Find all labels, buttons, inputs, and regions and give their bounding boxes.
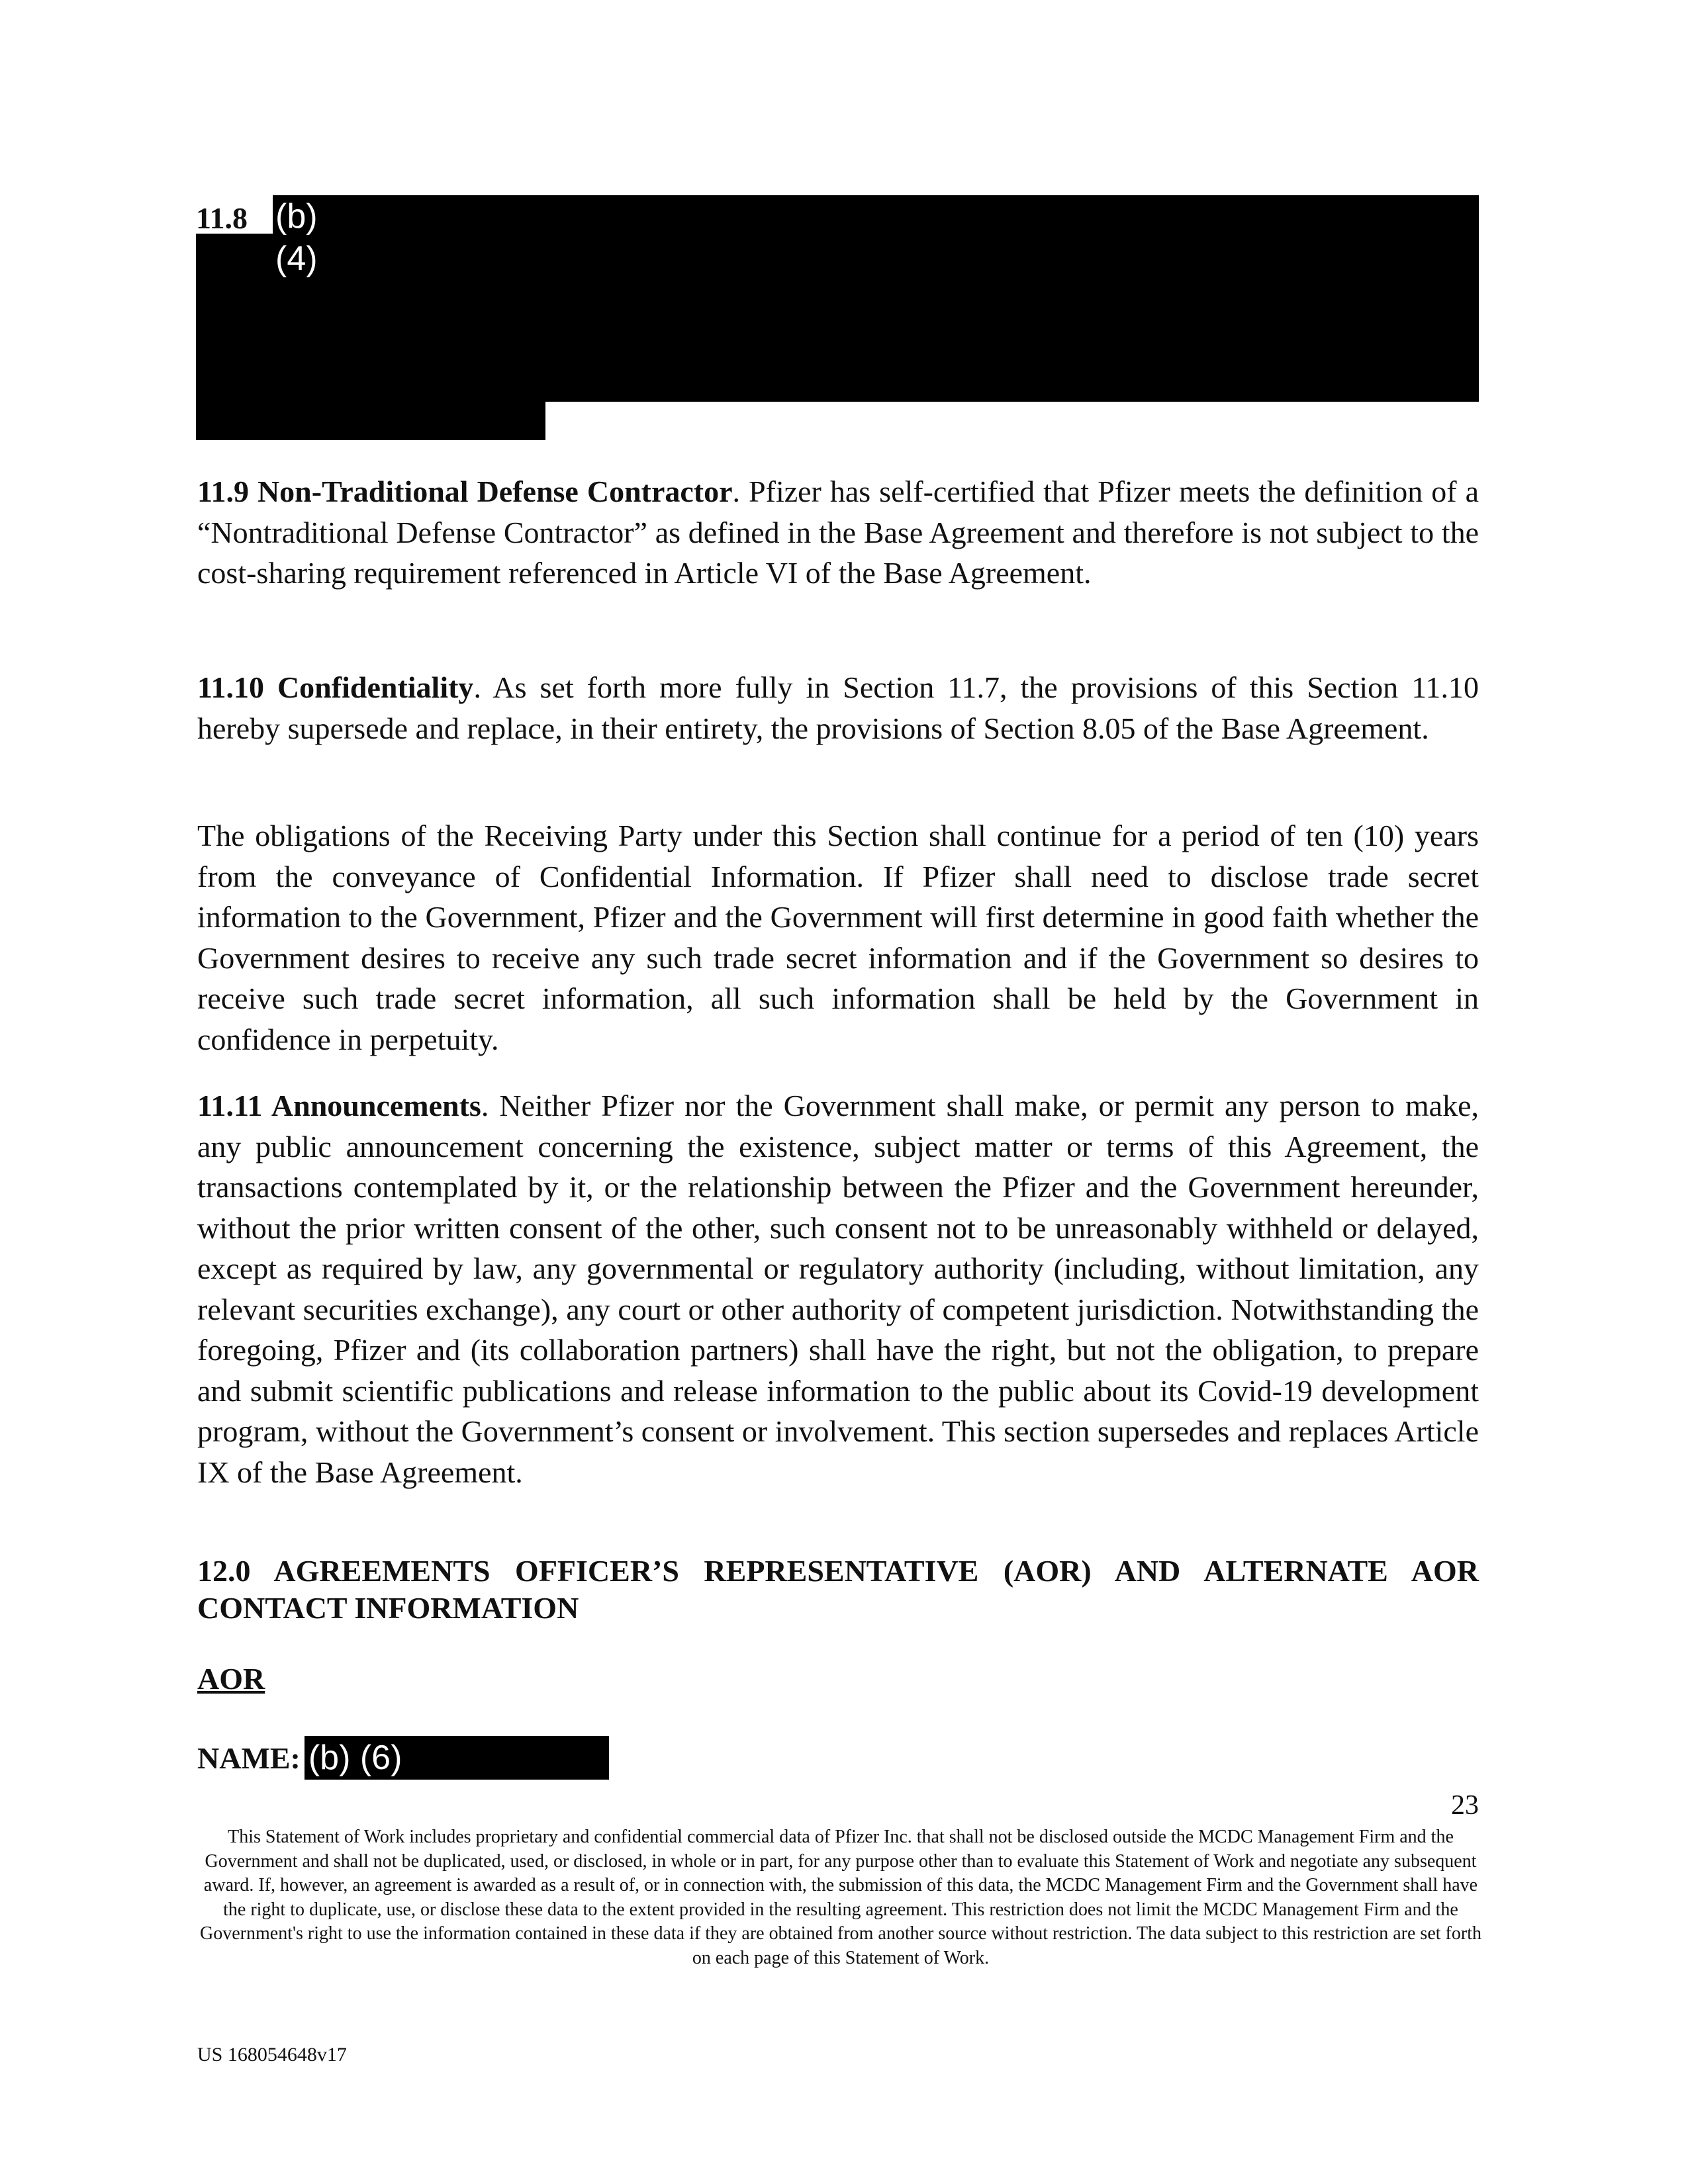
section-heading: 11.9 Non-Traditional Defense Contractor bbox=[197, 475, 733, 508]
section-text: . Neither Pfizer nor the Government shall make, or permit any person to make, any public announcement concerning the existence, subject matter or terms of this Agreement, the transactions contemplated by it, or the relationship between the Pfizer and the Government hereunder, without the prior written consent of the other, such consent not to be unreasonably withheld or delayed, except as required by law, any governmental or regulatory authority (including, without limitation, any relevant securities exchange), any court or other authority of competent jurisdiction. Notwithstanding the foregoing, Pfizer and (its collaboration partners) shall have the right, but not the obligation, to prepare and submit scientific publications and release information to the public about its Covid-19 development program, without the Government’s consent or involvement. This section supersedes and replaces Article IX of the Base Agreement. bbox=[197, 1089, 1479, 1489]
page-number: 23 bbox=[1451, 1790, 1479, 1821]
confidentiality-notice: This Statement of Work includes proprietary and confidential commercial data of Pfizer Inc. that shall not be disclosed outside the MCDC Management Firm and the Government and shall not be duplicated, used, or disclosed, in whole or in part, for any purpose other than to evaluate this Statement of Work and negotiate any subsequent award. If, however, an agreement is awarded as a result of, or in connection with, the submission of this data, the MCDC Management Firm and the Government shall have the right to duplicate, use, or disclose these data to the extent provided in the resulting agreement. This restriction does not limit the MCDC Management Firm and the Government's right to use the information contained in these data if they are obtained from another source without restriction. The data subject to this restriction are set forth on each page of this Statement of Work. bbox=[200, 1827, 1481, 1968]
section-heading: 11.10 Confidentiality bbox=[197, 670, 474, 704]
name-label: NAME: bbox=[197, 1741, 301, 1775]
section-text: . As set forth more fully in Section 11.7, the provisions of this Section 11.10 hereby supersede and replace, in their entirety, the provisions of Section 8.05 of the Base Agreement. bbox=[197, 670, 1479, 745]
section-number: 11.8 bbox=[196, 195, 273, 234]
redaction-block-tail bbox=[196, 402, 545, 440]
section-11-10-paragraph-2: The obligations of the Receiving Party under this Section shall continue for a period of ten (10) years from the conveyance of Confidential Information. If Pfizer shall need to disclose trade secret information to the Government, Pfizer and the Government will first determine in good faith whether the Government desires to receive any such trade secret information and if the Government so desires to receive such trade secret information, all such information shall be held by the Government in confidence in perpetuity. bbox=[197, 819, 1479, 1056]
exemption-label: (b) (4) bbox=[275, 197, 318, 278]
section-text: . Pfizer has self-certified that Pfizer meets the definition of a “Nontraditional Defense Contractor” as defined in the Base Agreement and therefore is not subject to the cost-sharing requirement referenced in Article VI of the Base Agreement. bbox=[197, 475, 1479, 590]
section-11-9-paragraph bbox=[197, 471, 1479, 594]
document-id: US 168054648v17 bbox=[197, 2044, 347, 2066]
aor-name-row bbox=[197, 1735, 609, 1780]
section-11-10-paragraph bbox=[197, 667, 1479, 749]
redaction-block bbox=[196, 195, 1479, 402]
name-redaction: (b) (6) bbox=[305, 1736, 609, 1780]
section-heading: 11.11 Announcements bbox=[197, 1089, 481, 1122]
section-11-11-paragraph bbox=[197, 1085, 1479, 1492]
aor-label: AOR bbox=[197, 1662, 265, 1696]
section-12-heading: 12.0 AGREEMENTS OFFICER’S REPRESENTATIVE (AOR) AND ALTERNATE AOR CONTACT INFORMATION bbox=[197, 1554, 1479, 1625]
